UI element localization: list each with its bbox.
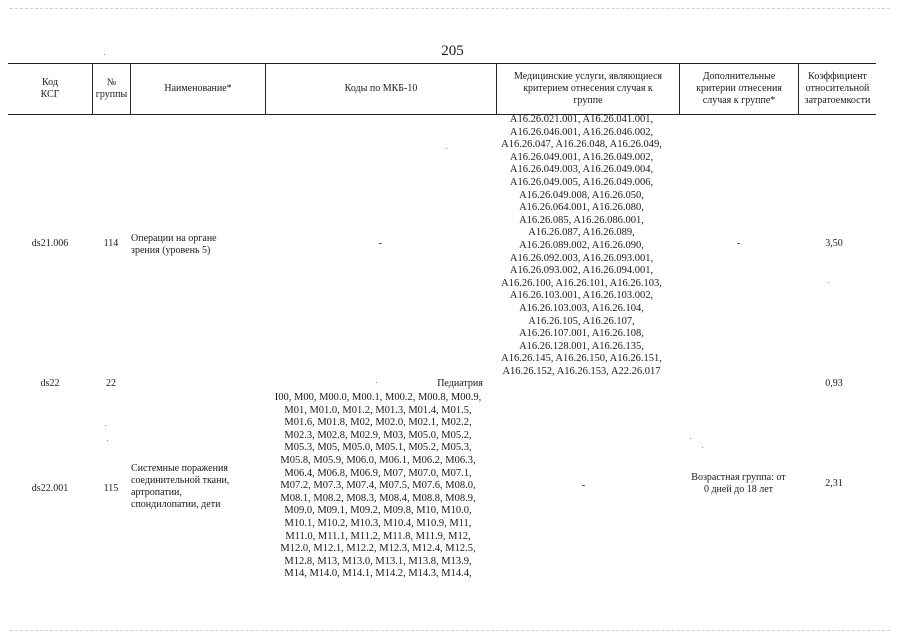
row3-icd-codes: I00, M00, M00.0, M00.1, M00.2, M00.8, M00.9, M01, M01.0, M01.2, M01.3, M01.4, M01.5, M01.6, M01.8, M02, M02.0, M02.1, M02.2, M02.3, M02.8, M02.9, M03, M05.0, M05.2, M05.3, M05, M05.0, M05.1, M05.2, M05.3, M05.8, M05.9, M06.0, M06.1, M06.2, M06.3, M06.4, M06.8, M06.9, M07, M07.0, M07.1, M07.2, M07.3, M07.4, M07.5, M07.6, M08.0, M08.1, M08.2, M08.3, M08.4, M08.8, M08.9, M09.0, M09.1, M09.2, M09.8, M10, M10.0, M10.1, M10.2, M10.3, M10.4, M10.9, M11, M11.0, M11.1, M11.2, M11.8, M11.9, M12, M12.0, M12.1, M12.2, M12.3, M12.4, M12.5, M12.8, M13, M13.0, M13.1, M13.8, M13.9, M14, M14.0, M14.1, M14.2, M14.3, M14.4,: [274, 392, 482, 580]
row3-coefficient: 2,31: [825, 478, 843, 489]
scan-speck: [702, 447, 703, 448]
scan-speck: [104, 54, 105, 55]
row1-coefficient: 3,50: [825, 238, 843, 249]
row1-name: Операции на органе зрения (уровень 5): [131, 233, 217, 256]
scan-speck: [446, 148, 447, 149]
table-header: [8, 63, 876, 115]
scan-speck: [376, 382, 377, 383]
header-name: Наименование*: [130, 64, 265, 114]
row3-code: ds22.001: [31, 483, 69, 494]
row1-criteria: -: [736, 238, 741, 249]
header-icd-codes: Коды по МКБ-10: [265, 64, 496, 114]
scan-speck: [105, 425, 106, 426]
row1-code: ds21.006: [31, 238, 69, 249]
row2-coefficient: 0,93: [825, 378, 843, 389]
row3-services: -: [581, 480, 586, 491]
header-services: Медицинские услуги, являющиеся критерием отнесения случая к группе: [496, 64, 679, 114]
header-criteria: Дополнительные критерии отнесения случая к группе*: [679, 64, 798, 114]
header-code: Код КСГ: [40, 77, 60, 100]
row1-icd-codes: -: [378, 238, 383, 249]
row3-name: Системные поражения соединительной ткани, артропатии, спондилопатии, дети: [131, 463, 230, 510]
scan-speck: [107, 440, 108, 441]
scan-speck: [828, 282, 829, 283]
scan-bottom-edge: [10, 630, 890, 631]
row1-services: A16.26.021.001, A16.26.041.001, A16.26.046.001, A16.26.046.002, A16.26.047, A16.26.048, A16.26.049, A16.26.049.001, A16.26.049.002, A16.26.049.003, A16.26.049.004, A16.26.049.005, A16.26.049.006, A16.26.049.008, A16.26.050, A16.26.064.001, A16.26.080, A16.26.085, A16.26.086.001, A16.26.087, A16.26.089, A16.26.089.002, A16.26.090, A16.26.092.003, A16.26.093.001, A16.26.093.002, A16.26.094.001, A16.26.100, A16.26.101, A16.26.103, A16.26.103.001, A16.26.103.002, A16.26.103.003, A16.26.104, A16.26.105, A16.26.107, A16.26.107.001, A16.26.108, A16.26.128.001, A16.26.135, A16.26.145, A16.26.150, A16.26.151, A16.26.152, A16.26.153, A22.26.017: [501, 114, 662, 377]
header-group-no: № группы: [92, 64, 130, 114]
scan-speck: [690, 438, 691, 439]
page-number: 205: [441, 43, 464, 59]
row1-group-no: 114: [103, 238, 119, 249]
row2-name: Педиатрия: [437, 378, 483, 389]
row2-group-no: 22: [106, 378, 116, 389]
row3-group-no: 115: [103, 483, 119, 494]
header-coefficient: Коэффициент относительной затратоемкости: [798, 64, 876, 114]
row3-criteria: Возрастная группа: от 0 дней до 18 лет: [691, 472, 786, 495]
scan-top-edge: [10, 8, 890, 9]
row2-code: ds22: [40, 378, 60, 389]
